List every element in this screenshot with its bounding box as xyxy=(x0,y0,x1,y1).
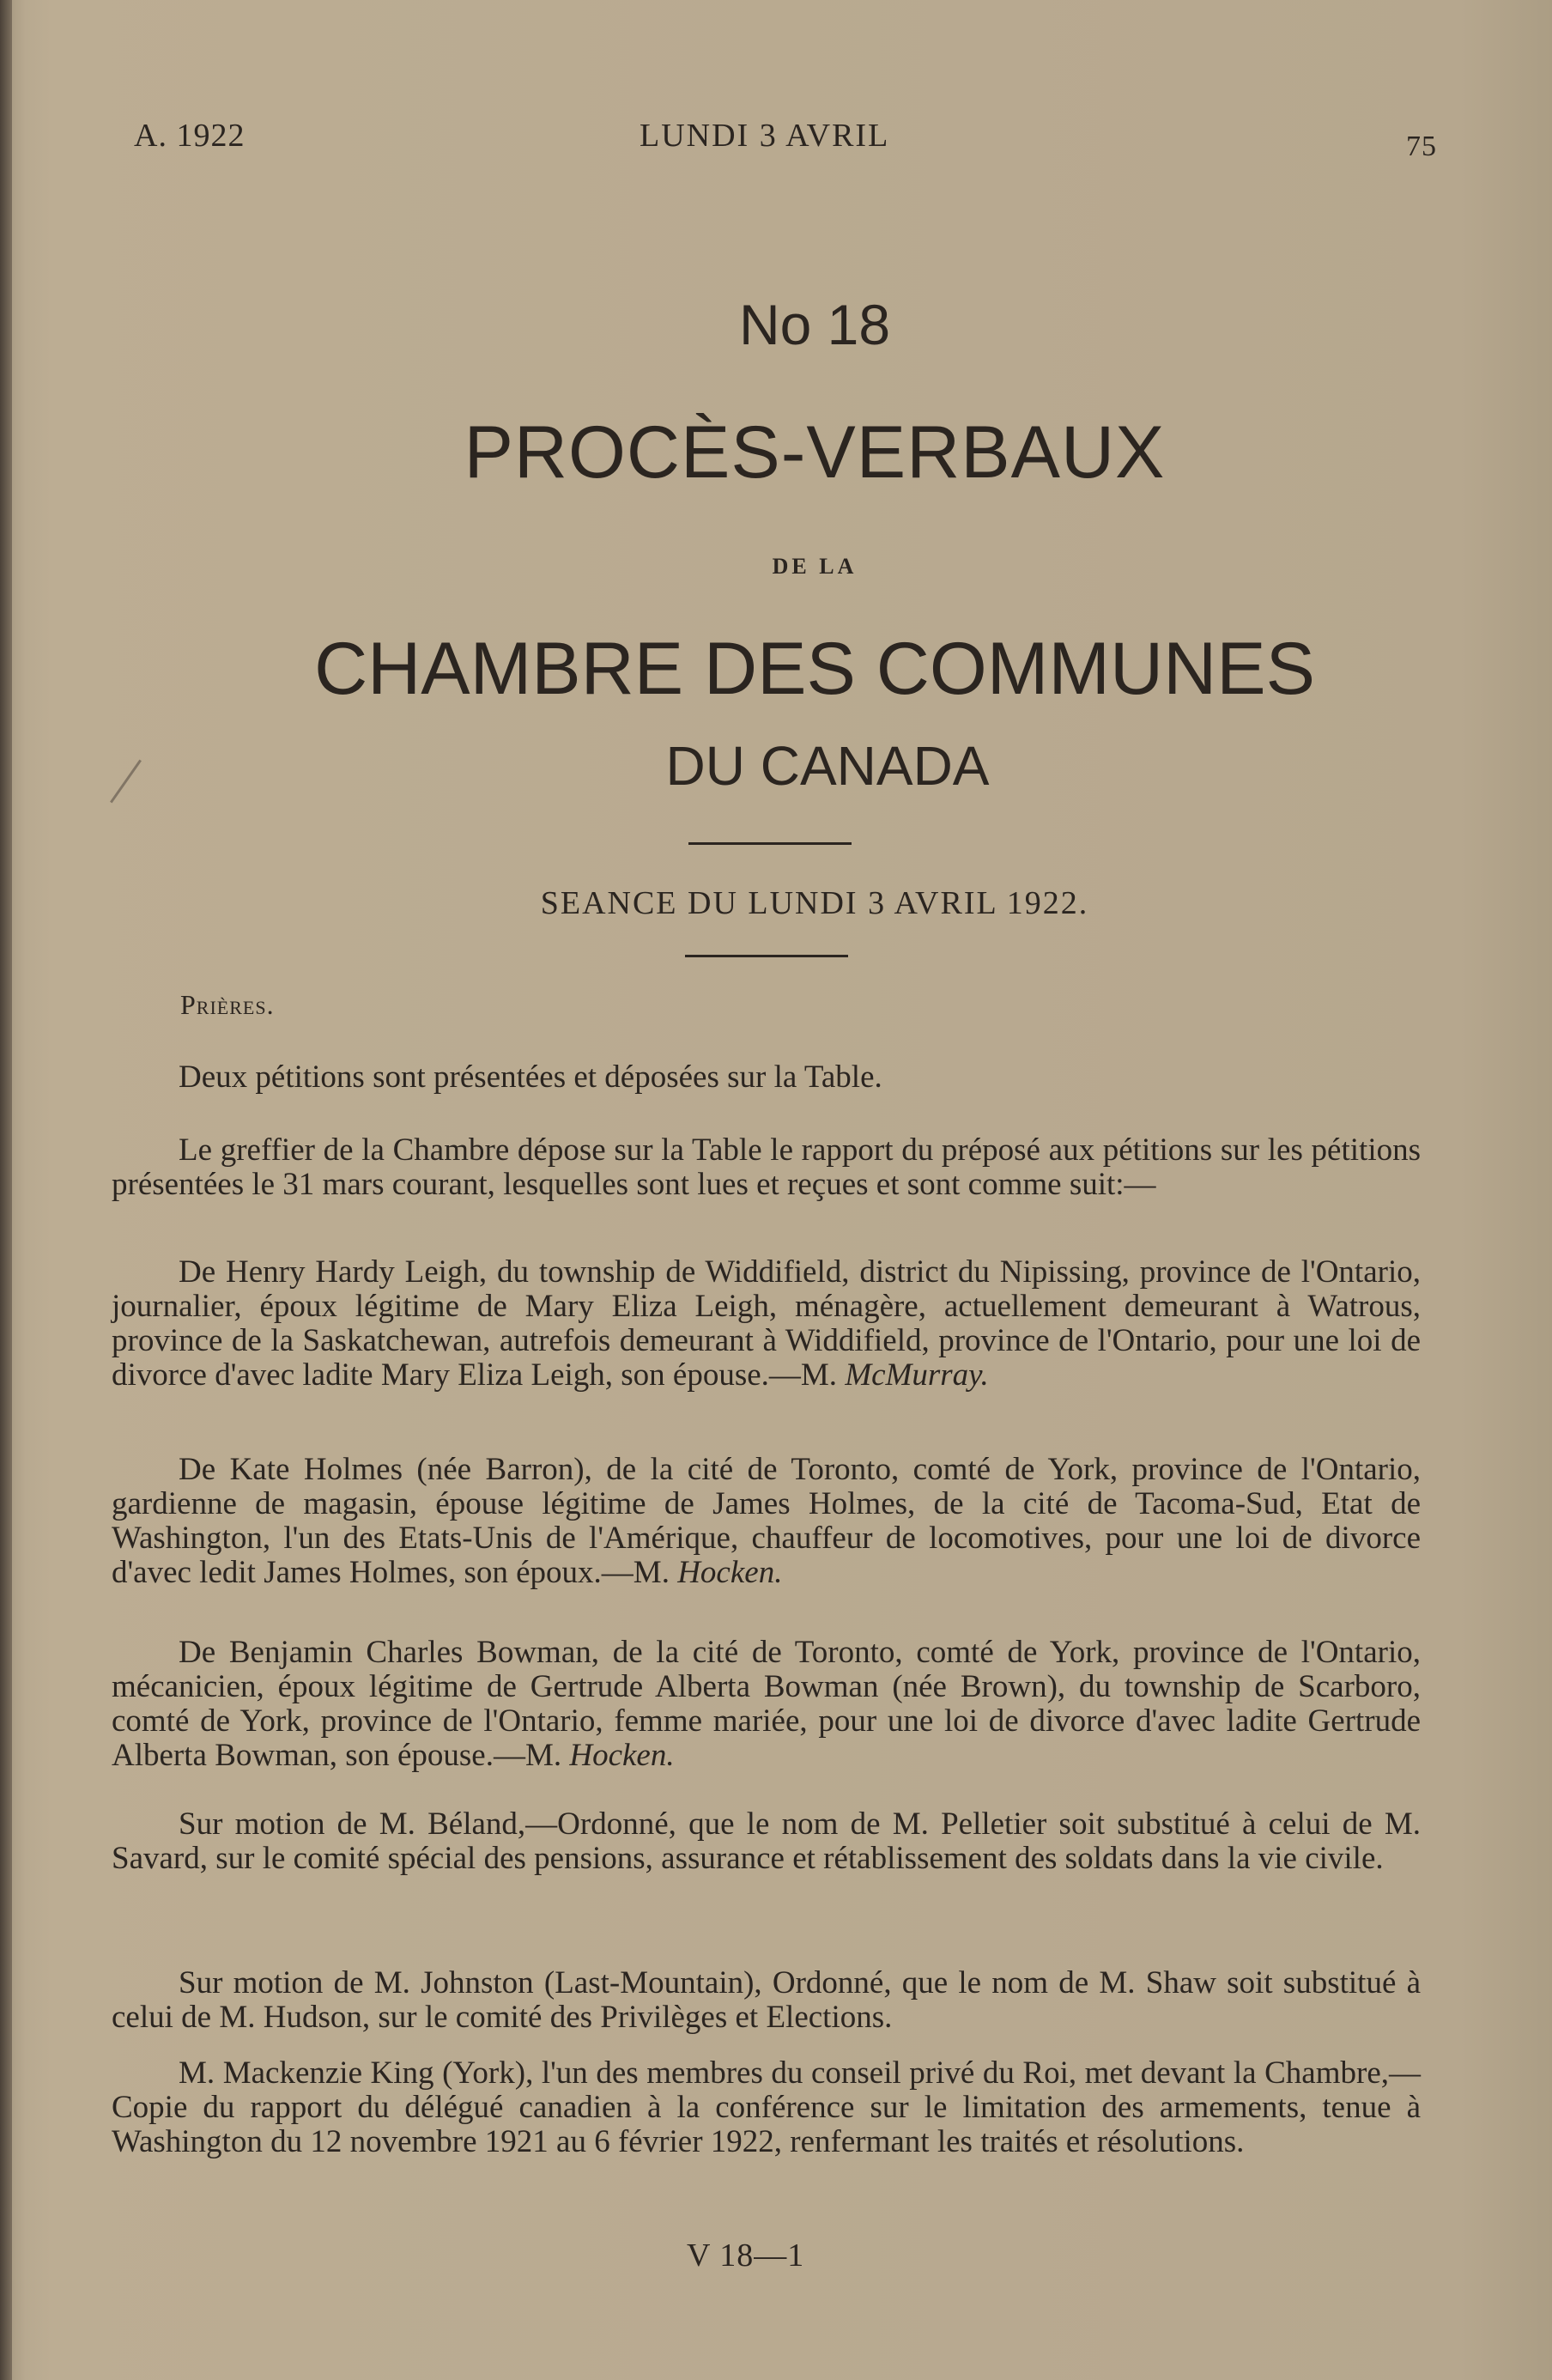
paragraph-petition-holmes: De Kate Holmes (née Barron), de la cité de Toronto, comté de York, province de l'Ontario, gardienne de magasin, épouse légitime de James Holmes, de la cité de Tacoma-Sud, Etat de Washington, l'un des Etats-Unis de l'Amérique, chauffeur de locomotives, pour une loi de divorce d'avec ledit James Holmes, son époux.—M. Hocken. xyxy=(112,1452,1421,1590)
prayers-heading: Prières. xyxy=(180,989,275,1020)
divider-rule xyxy=(688,842,852,845)
title-proces-verbaux: PROCÈS-VERBAUX xyxy=(464,411,1166,494)
member-name: McMurray. xyxy=(845,1357,989,1393)
header-date: LUNDI 3 AVRIL xyxy=(640,118,890,154)
member-name: Hocken. xyxy=(569,1738,675,1773)
signature-mark: V 18—1 xyxy=(687,2237,805,2274)
title-de-la: DE LA xyxy=(772,554,858,579)
divider-rule xyxy=(685,955,848,957)
issue-number: No 18 xyxy=(738,293,891,356)
paragraph-motion-johnston: Sur motion de M. Johnston (Last-Mountain), Ordonné, que le nom de M. Shaw soit substitué à celui de M. Hudson, sur le comité des Privilèges et Elections. xyxy=(112,1965,1421,2035)
session-heading: SEANCE DU LUNDI 3 AVRIL 1922. xyxy=(540,885,1089,921)
paragraph-petitions: Deux pétitions sont présentées et déposées sur la Table. xyxy=(179,1059,882,1095)
paragraph-clerk-report: Le greffier de la Chambre dépose sur la Table le rapport du préposé aux pétitions sur les pétitions présentées le 31 mars courant, lesquelles sont lues et reçues et sont comme suit:— xyxy=(112,1132,1421,1202)
paragraph-motion-beland: Sur motion de M. Béland,—Ordonné, que le nom de M. Pelletier soit substitué à celui de M. Savard, sur le comité spécial des pensions, assurance et rétablissement des soldats dans la vie civile. xyxy=(112,1806,1421,1876)
title-canada: DU CANADA xyxy=(665,735,990,797)
member-name: Hocken. xyxy=(677,1555,783,1590)
title-chambre: CHAMBRE DES COMMUNES xyxy=(314,628,1315,710)
page-number: 75 xyxy=(1406,131,1437,162)
header-year: A. 1922 xyxy=(134,118,246,154)
paragraph-petition-bowman: De Benjamin Charles Bowman, de la cité de Toronto, comté de York, province de l'Ontario, mécanicien, époux légitime de Gertrude Alberta Bowman (née Brown), du township de Scarboro, comté de York, province de l'Ontario, femme mariée, pour une loi de divorce d'avec ladite Gertrude Alberta Bowman, son épouse.—M. Hocken. xyxy=(112,1635,1421,1773)
paragraph-mackenzie-king: M. Mackenzie King (York), l'un des membres du conseil privé du Roi, met devant la Chambre,—Copie du rapport du délégué canadien à la conférence sur le limitation des armements, tenue à Washington du 12 novembre 1921 au 6 février 1922, renfermant les traités et résolutions. xyxy=(112,2055,1421,2159)
paragraph-petition-leigh: De Henry Hardy Leigh, du township de Widdifield, district du Nipissing, province de l'Ontario, journalier, époux légitime de Mary Eliza Leigh, ménagère, actuellement demeurant à Watrous, province de la Saskatchewan, autrefois demeurant à Widdifield, province de l'Ontario, pour une loi de divorce d'avec ladite Mary Eliza Leigh, son épouse.—M. McMurray. xyxy=(112,1254,1421,1393)
